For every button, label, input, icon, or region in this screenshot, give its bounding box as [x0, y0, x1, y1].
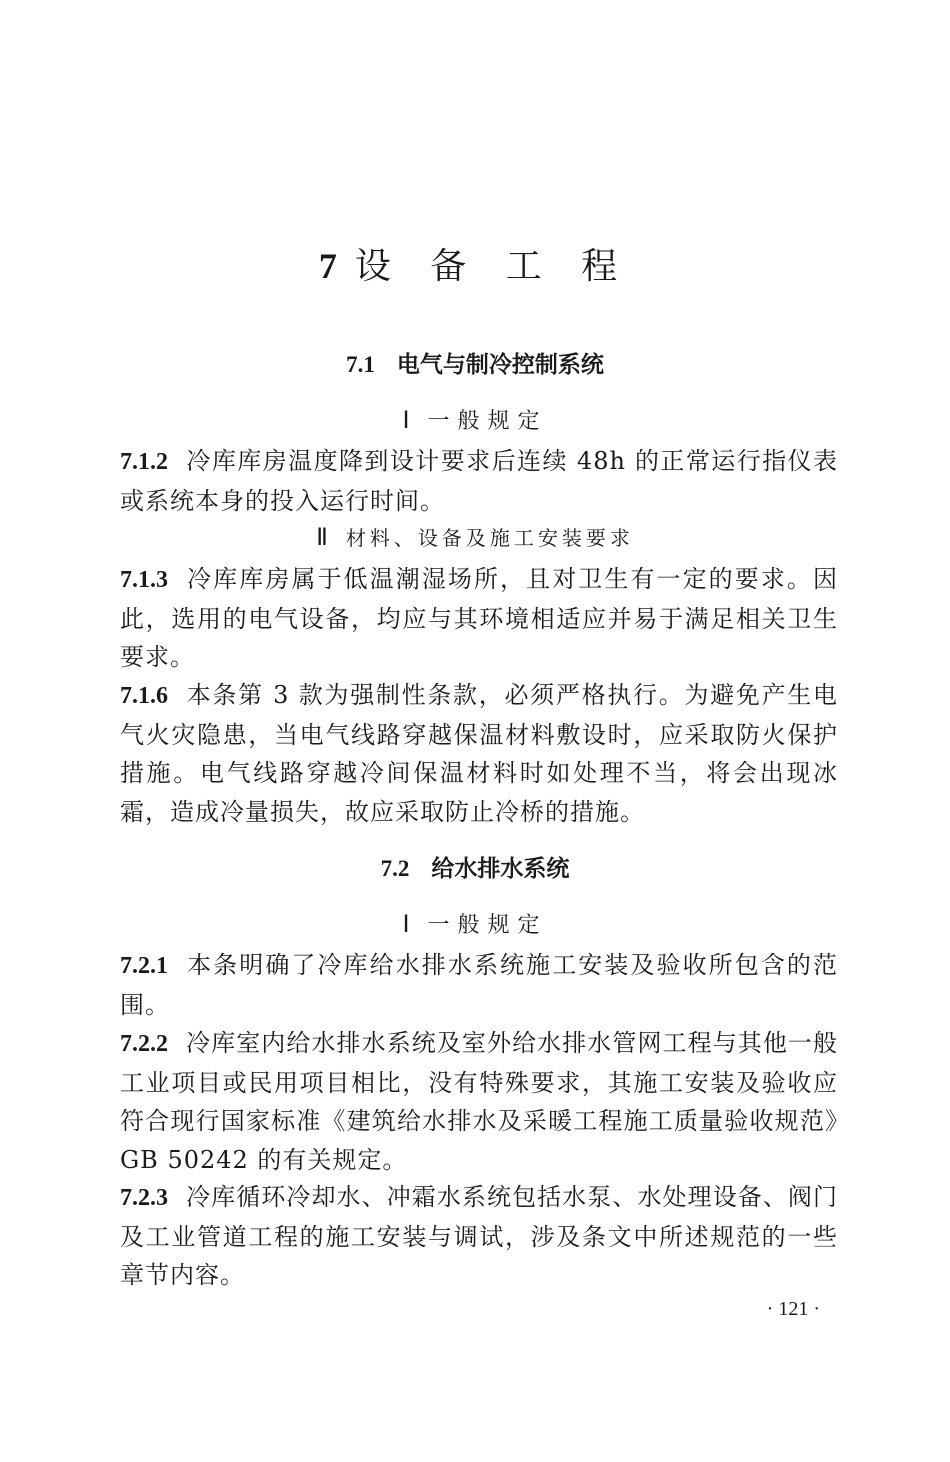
chapter-number: 7 [318, 246, 337, 286]
clause-text: 冷库库房属于低温潮湿场所，且对卫生有一定的要求。因此，选用的电气设备，均应与其环境相适应并易于满足相关卫生要求。 [120, 565, 838, 671]
subsection-roman: Ⅰ [402, 912, 410, 938]
clause-number: 7.1.6 [120, 683, 168, 709]
subsection-name: 一般规定 [427, 409, 548, 434]
chapter-title [0, 238, 950, 289]
clause-number: 7.1.2 [120, 449, 168, 475]
subsection-heading-general-2 [0, 908, 950, 939]
subsection-heading-general-1 [0, 404, 950, 435]
chapter-name: 设 备 工 程 [354, 246, 632, 287]
clause-7-1-2 [120, 442, 838, 520]
clause-7-1-6 [120, 676, 838, 831]
page-number: · 121 · [766, 1298, 820, 1320]
clause-number: 7.2.1 [120, 953, 168, 979]
section-heading-7-2 [0, 850, 950, 883]
clause-text: 冷库库房温度降到设计要求后连续 48h 的正常运行指仪表或系统本身的投入运行时间。 [120, 447, 838, 515]
subsection-roman: Ⅰ [402, 408, 410, 434]
clause-text: 本条明确了冷库给水排水系统施工安装及验收所包含的范围。 [120, 951, 838, 1019]
clause-text: 冷库室内给水排水系统及室外给水排水管网工程与其他一般工业项目或民用项目相比，没有特殊要求，其施工安装及验收应符合现行国家标准《建筑给水排水及采暖工程施工质量验收规范》GB 50242 的有关规定。 [120, 1029, 838, 1174]
section-heading-7-1 [0, 346, 950, 379]
subsection-name: 材料、设备及施工安装要求 [345, 526, 634, 550]
subsection-roman: Ⅱ [316, 525, 328, 551]
section-number: 7.1 [346, 352, 375, 377]
clause-text: 冷库循环冷却水、冲霜水系统包括水泵、水处理设备、阀门及工业管道工程的施工安装与调试，涉及条文中所述规范的一些章节内容。 [120, 1183, 838, 1289]
section-name: 给水排水系统 [431, 856, 570, 882]
clause-number: 7.2.3 [120, 1185, 168, 1211]
section-name: 电气与制冷控制系统 [396, 352, 604, 378]
clause-text: 本条第 3 款为强制性条款，必须严格执行。为避免产生电气火灾隐患，当电气线路穿越保温材料敷设时，应采取防火保护措施。电气线路穿越冷间保温材料时如处理不当，将会出现冰霜，造成冷量损失，故应采取防止冷桥的措施。 [120, 681, 838, 826]
section-number: 7.2 [380, 856, 410, 881]
clause-7-2-3 [120, 1178, 838, 1295]
clause-7-1-3 [120, 560, 838, 677]
subsection-heading-materials [0, 522, 950, 552]
subsection-name: 一般规定 [427, 913, 548, 938]
clause-number: 7.1.3 [120, 567, 168, 593]
clause-7-2-1 [120, 946, 838, 1024]
clause-number: 7.2.2 [120, 1031, 168, 1057]
clause-7-2-2 [120, 1024, 838, 1179]
